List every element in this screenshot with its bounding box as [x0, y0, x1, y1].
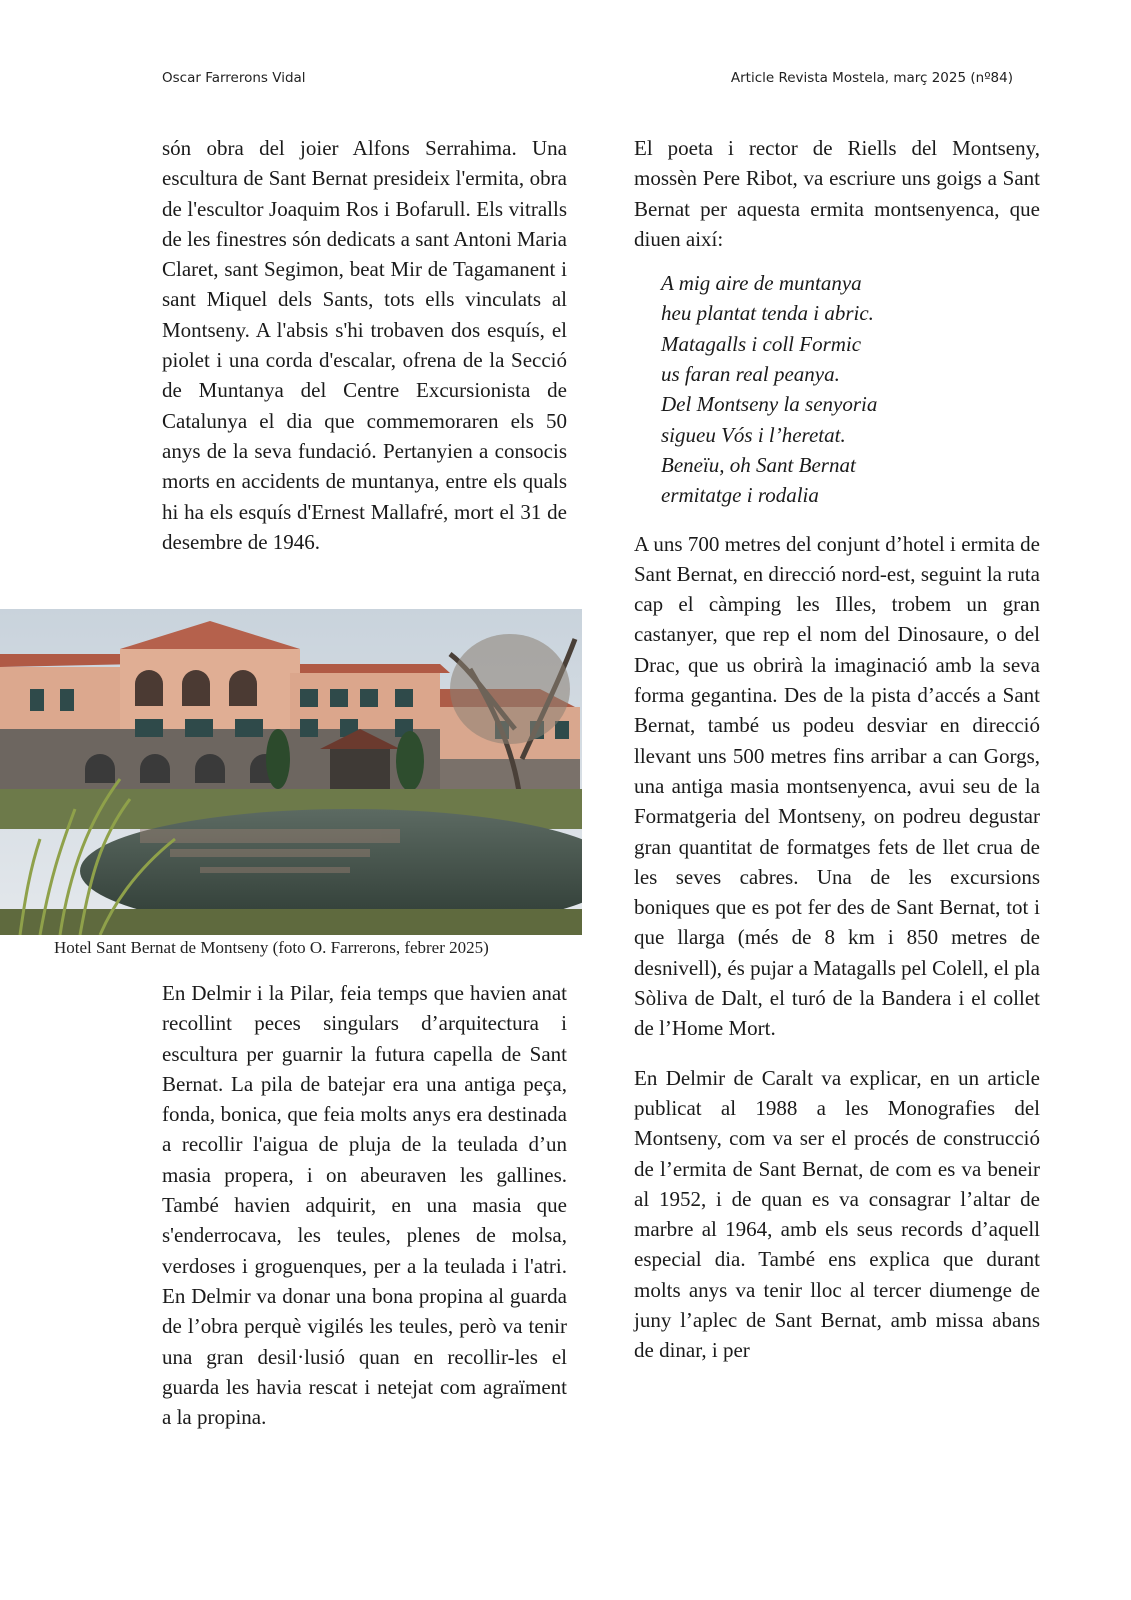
poem	[661, 268, 1040, 510]
body-paragraph: En Delmir de Caralt va explicar, en un article publicat al 1988 a les Monografies del Montseny, com va ser el procés de construcció de l’ermita de Sant Bernat, de com es va beneir al 1952, i de quan es va consagrar l’altar de marbre al 1964, amb els seus records d’aquell especial dia. També ens explica que durant molts anys va tenir lloc al tercer diumenge de juny l’aplec de Sant Bernat, amb missa abans de dinar, i per	[634, 1065, 1040, 1363]
left-column-top	[162, 133, 567, 557]
hotel-photo	[0, 609, 582, 935]
poem-line: Del Montseny la senyoria	[661, 392, 878, 417]
poem-line: A mig aire de muntanya	[661, 271, 862, 296]
header-author: Oscar Farrerons Vidal	[162, 70, 306, 86]
left-column-bottom	[162, 978, 567, 1432]
body-paragraph: En Delmir i la Pilar, feia temps que havien anat recollint peces singulars d’arquitectura i escultura per guarnir la futura capella de Sant Bernat. La pila de batejar era una antiga peça, fonda, bonica, que feia molts anys era destinada a recollir l'aigua de pluja de la teulada d’un masia propera, i on abeuraven les gallines. També havien adquirit, en una masia que s'enderrocava, les teules, plenes de molsa, verdoses i groguenques, per a la teulada i l'atri. En Delmir va donar una bona propina al guarda de l’obra perquè vigilés les teules, però va tenir una gran desil·lusió quan en recollir-les el guarda les havia rescat i netejat com agraïment a la propina.	[162, 981, 567, 1430]
right-column	[634, 133, 1040, 1366]
body-paragraph: A uns 700 metres del conjunt d’hotel i ermita de Sant Bernat, en direcció nord-est, seguint la ruta cap el càmping les Illes, trobem un gran castanyer, que rep el nom del Dinosaure, o del Drac, que us obrirà la imaginació amb la seva forma gegantina. Des de la pista d’accés a Sant Bernat, també us podeu desviar en direcció llevant uns 500 metres fins arribar a can Gorgs, una antiga masia montsenyenca, avui seu de la Formatgeria del Montseny, on podreu degustar gran quantitat de formatges fets de llet crua de les seves cabres. Una de les excursions boniques que es pot fer des de Sant Bernat, tot i que llarga (més de 8 km i 850 metres de desnivell), és pujar a Matagalls pel Colell, el pla Sòliva de Dalt, el turó de la Bandera i el collet de l’Home Mort.	[634, 531, 1040, 1041]
poem-line: heu plantat tenda i abric.	[661, 301, 874, 326]
poem-line: Matagalls i coll Formic	[661, 331, 862, 356]
poem-line: ermitatge i rodalia	[661, 483, 819, 508]
body-paragraph: són obra del joier Alfons Serrahima. Una escultura de Sant Bernat presideix l'ermita, obra de l'escultor Joaquim Ros i Bofarull. Els vitralls de les finestres són dedicats a sant Antoni Maria Claret, sant Segimon, beat Mir de Tagamanent i sant Miquel dels Sants, tots ells vinculats al Montseny. A l'absis s'hi trobaven dos esquís, el piolet i una corda d'escalar, ofrena de la Secció de Muntanya del Centre Excursionista de Catalunya el dia que commemoraren els 50 anys de la seva fundació. Pertanyien a consocis morts en accidents de muntanya, entre els quals hi ha els esquís d'Ernest Mallafré, mort el 31 de desembre de 1946.	[162, 136, 567, 554]
body-paragraph: El poeta i rector de Riells del Montseny, mossèn Pere Ribot, va escriure uns goigs a Sant Bernat per aquesta ermita montsenyenca, que diuen així:	[634, 136, 1040, 251]
poem-line: Beneïu, oh Sant Bernat	[661, 452, 856, 477]
photo-caption: Hotel Sant Bernat de Montseny (foto O. Farrerons, febrer 2025)	[54, 938, 489, 957]
poem-line: us faran real peanya.	[661, 362, 840, 387]
poem-line: sigueu Vós i l’heretat.	[661, 422, 846, 447]
header-publication: Article Revista Mostela, març 2025 (nº84)	[730, 70, 1013, 86]
